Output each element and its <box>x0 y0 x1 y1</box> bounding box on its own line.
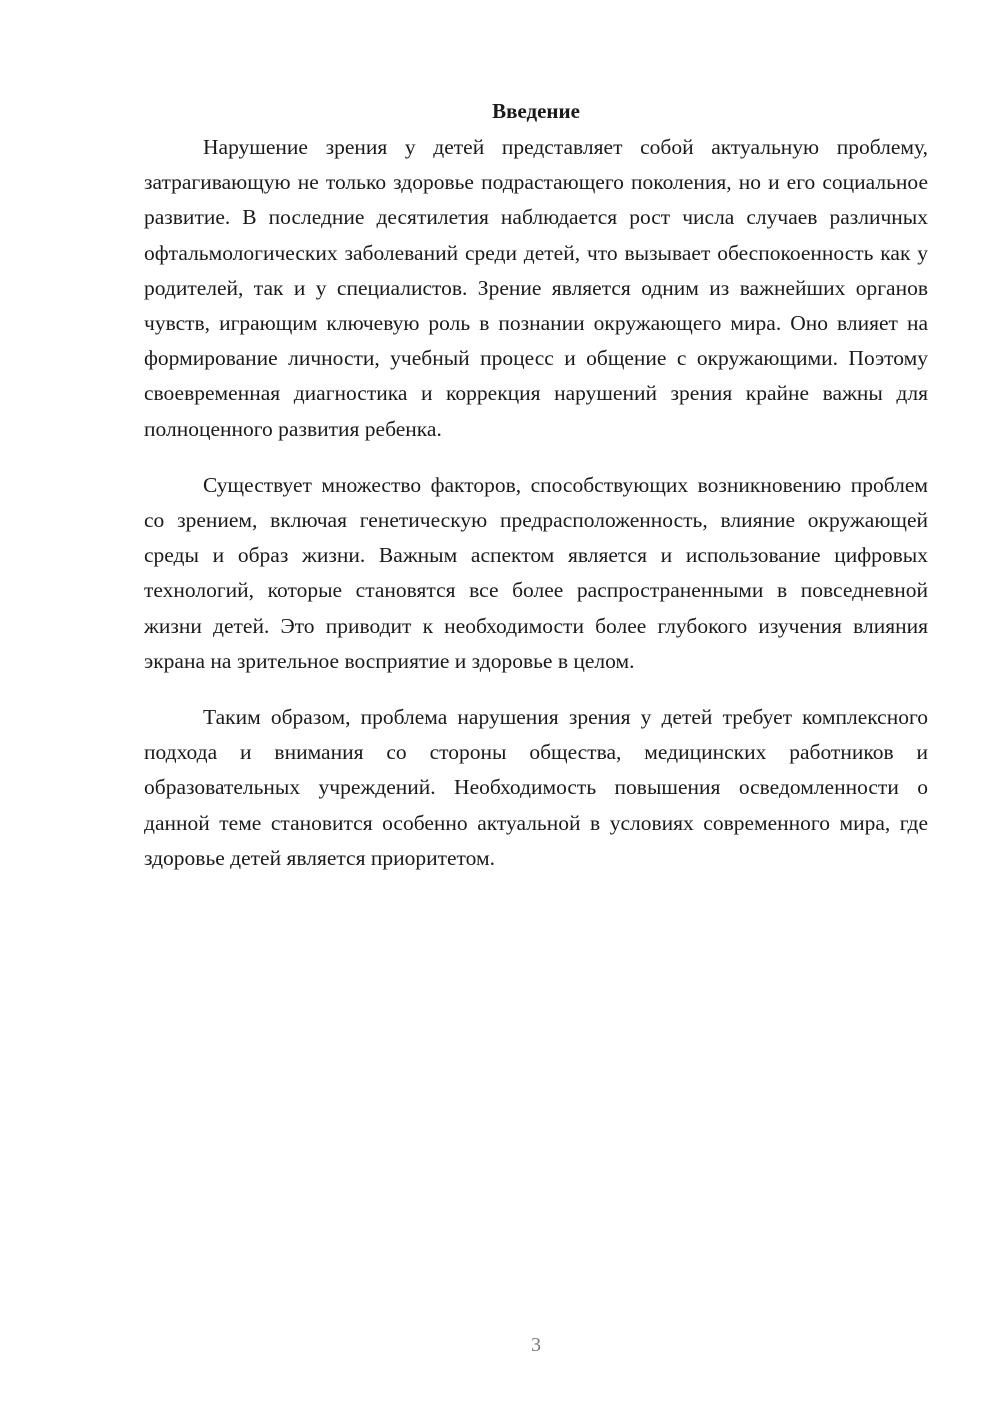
page-number: 3 <box>531 1334 541 1356</box>
paragraph-1: Нарушение зрения у детей представляет собой актуальную проблему, затрагивающую не только здоровье подрастающего поколения, но и его социальное развитие. В последние десятилетия наблюдается рост числа случаев различных офтальмологических заболеваний среди детей, что вызывает обеспокоенность как у родителей, так и у специалистов. Зрение является одним из важнейших органов чувств, играющим ключевую роль в познании окружающего мира. Оно влияет на формирование личности, учебный процесс и общение с окружающими. Поэтому своевременная диагностика и коррекция нарушений зрения крайне важны для полноценного развития ребенка. <box>144 135 928 441</box>
paragraph-2: Существует множество факторов, способствующих возникновению проблем со зрением, включая генетическую предрасположенность, влияние окружающей среды и образ жизни. Важным аспектом является и использование цифровых технологий, которые становятся все более распространенными в повседневной жизни детей. Это приводит к необходимости более глубокого изучения влияния экрана на зрительное восприятие и здоровье в целом. <box>144 472 928 673</box>
paragraph-3: Таким образом, проблема нарушения зрения у детей требует комплексного подхода и внимания со стороны общества, медицинских работников и образовательных учреждений. Необходимость повышения осведомленности о данной теме становится особенно актуальной в условиях современного мира, где здоровье детей является приоритетом. <box>144 705 928 870</box>
page-content <box>144 96 928 897</box>
section-heading: Введение <box>492 99 580 123</box>
